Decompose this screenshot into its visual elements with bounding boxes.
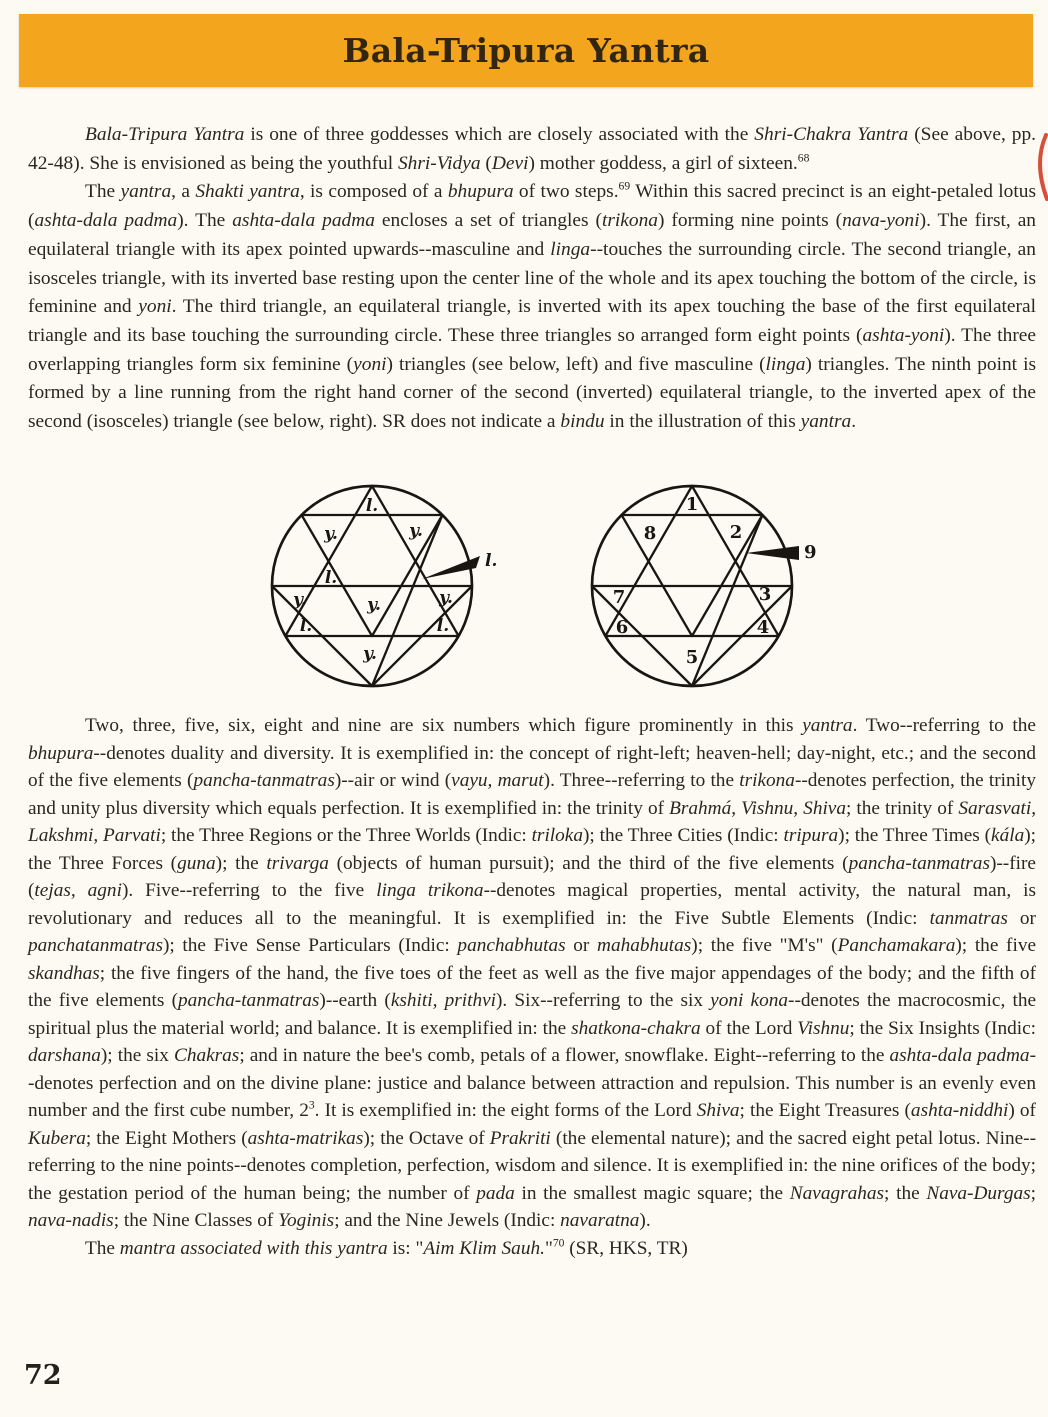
yantra-diagram-yoni-linga	[246, 460, 498, 712]
arrow-label: 9	[804, 542, 817, 563]
point-label: 7	[612, 587, 626, 608]
point-label: y.	[439, 588, 453, 608]
yantra-diagram-numbered	[566, 460, 818, 712]
point-label: 6	[615, 617, 629, 638]
arrow-label: l.	[485, 551, 498, 571]
paragraph-intro: Bala-Tripura Yantra is one of three goddesses which are closely associated with the Shri-Chakra Yantra (See above, pp. 42-48). She is envisioned as being the youthful Shri-Vidya (Devi) mother goddess, a girl of sixteen.$^{68}$	[28, 124, 1036, 174]
point-label: 1	[685, 494, 699, 515]
point-label: 5	[685, 647, 699, 668]
title-banner	[19, 14, 1033, 87]
page-title: Bala-Tripura Yantra	[342, 31, 710, 70]
point-label: y.	[293, 590, 307, 610]
point-label: l.	[324, 568, 338, 588]
numerology-text-block	[28, 712, 1036, 1262]
intro-text-block	[28, 121, 1036, 437]
point-label: l.	[365, 496, 379, 516]
point-label: y.	[324, 524, 338, 544]
point-label: 8	[643, 523, 657, 544]
point-label: y.	[363, 644, 377, 664]
point-label: y.	[409, 521, 423, 541]
paragraph-yantra-structure: The yantra, a Shakti yantra, is composed of a bhupura of two steps.$^{69}$ Within this sacred precinct is an eight-petaled lotus (ashta-dala padma). The ashta-dala padma encloses a set of triangles (trikona) forming nine points (nava-yoni). The first, an equilateral triangle with its apex pointed upwards--masculine and linga--touches the surrounding circle. The second triangle, an isosceles triangle, with its inverted base resting upon the center line of the whole and its apex touching the bottom of the circle, is feminine and yoni. The third triangle, an equilateral triangle, is inverted with its apex touching the base of the first equilateral triangle and its base touching the surrounding circle. These three triangles so arranged form eight points (ashta-yoni). The three overlapping triangles form six feminine (yoni) triangles (see below, left) and five masculine (linga) triangles. The ninth point is formed by a line running from the right hand corner of the second (inverted) equilateral triangle, to the inverted apex of the second (isosceles) triangle (see below, right). SR does not indicate a bindu in the illustration of this yantra.	[28, 179, 1037, 433]
page-number: 72	[24, 1360, 62, 1391]
red-pen-stroke	[1040, 135, 1047, 199]
point-label: l.	[299, 616, 313, 636]
yantra-diagram-left	[246, 460, 498, 712]
yantra-diagram-right	[566, 460, 818, 712]
pointer-arrow	[746, 546, 799, 560]
paragraph-mantra: The mantra associated with this yantra is: "Aim Klim Sauh."$^{70}$ (SR, HKS, TR)	[85, 1236, 688, 1259]
ninth-point-line	[692, 515, 762, 686]
ninth-point-line	[372, 515, 442, 686]
paragraph-numerology: Two, three, five, six, eight and nine are six numbers which figure prominently in this yantra. Two--referring to the bhupura--denotes duality and diversity. It is exemplified in: the concept of right-left; heaven-hell; day-night, etc.; and the second of the five elements (pancha-tanmatras)--air or wind (vayu, marut). Three--referring to the trikona--denotes perfection, the trinity and unity plus diversity which equals perfection. It is exemplified in: the trinity of Brahmá, Vishnu, Shiva; the trinity of Sarasvati, Lakshmi, Parvati; the Three Regions or the Three Worlds (Indic: triloka); the Three Cities (Indic: tripura); the Three Times (kála); the Three Forces (guna); the trivarga (objects of human pursuit); and the third of the five elements (pancha-tanmatras)--fire (tejas, agni). Five--referring to the five linga trikona--denotes magical properties, mental activity, the natural man, is revolutionary and reduces all to the meaningful. It is exemplified in: the Five Subtle Elements (Indic: tanmatras or panchatanmatras); the Five Sense Particulars (Indic: panchabhutas or mahabhutas); the five "M's" (Panchamakara); the five skandhas; the five fingers of the hand, the five toes of the feet as well as the five major appendages of the body; and the fifth of the five elements (pancha-tanmatras)--earth (kshiti, prithvi). Six--referring to the six yoni kona--denotes the macrocosmic, the spiritual plus the material world; and balance. It is exemplified in: the shatkona-chakra of the Lord Vishnu; the Six Insights (Indic: darshana); the six Chakras; and in nature the bee's comb, petals of a flower, snowflake. Eight--referring to the ashta-dala padma--denotes perfection and on the divine plane: justice and balance between attraction and repulsion. This number is an evenly even number and the first cube number, $2^3$. It is exemplified in: the eight forms of the Lord Shiva; the Eight Treasures (ashta-niddhi) of Kubera; the Eight Mothers (ashta-matrikas); the Octave of Prakriti (the elemental nature); and the sacred eight petal lotus. Nine--referring to the nine points--denotes completion, perfection, wisdom and silence. It is exemplified in: the nine orifices of the body; the gestation period of the human being; the number of pada in the smallest magic square; the Navagrahas; the Nava-Durgas; nava-nadis; the Nine Classes of Yoginis; and the Nine Jewels (Indic: navaratna).	[28, 715, 1037, 1231]
point-label: y.	[367, 595, 381, 615]
point-label: 4	[756, 617, 770, 638]
red-pen-mark	[1036, 133, 1048, 203]
point-label: 2	[729, 522, 743, 543]
point-label: l.	[436, 616, 450, 636]
point-label: 3	[758, 584, 772, 605]
